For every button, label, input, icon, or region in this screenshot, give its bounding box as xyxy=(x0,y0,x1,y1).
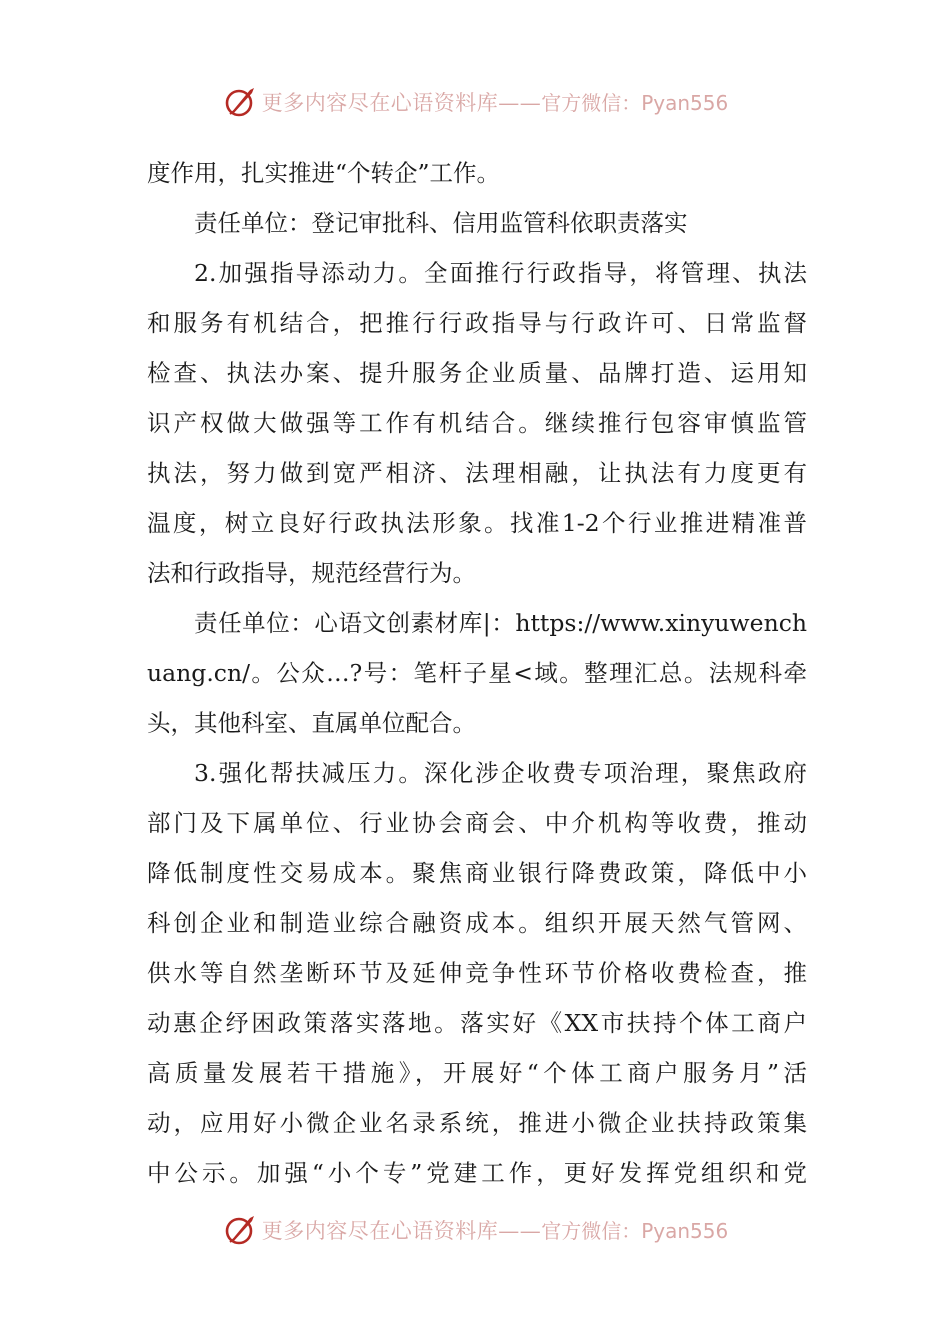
quill-logo-icon xyxy=(222,1212,258,1248)
header-banner-separator: —— xyxy=(498,91,542,115)
text-line: 3.强化帮扶减压力。深化涉企收费专项治理，聚焦政府 xyxy=(194,759,807,787)
text-line: 识产权做大做强等工作有机结合。继续推行包容审慎监管 xyxy=(147,409,807,437)
text-line: 责任单位：心语文创素材库|：https://www.xinyuwench xyxy=(194,609,807,637)
text-line: 头，其他科室、直属单位配合。 xyxy=(147,709,476,737)
footer-banner-title: 更多内容尽在心语资料库 xyxy=(261,1219,499,1243)
footer-banner-wechat: 官方微信：Pyan556 xyxy=(541,1219,729,1243)
text-line: uang.cn/。公众…?号：笔杆子星<域。整理汇总。法规科牵 xyxy=(147,659,807,687)
document-body xyxy=(147,148,807,1198)
text-line: 度作用，扎实推进“个转企”工作。 xyxy=(147,159,501,187)
text-line: 科创企业和制造业综合融资成本。组织开展天然气管网、 xyxy=(147,909,807,937)
header-banner-wechat: 官方微信：Pyan556 xyxy=(541,91,729,115)
header-banner xyxy=(0,82,950,122)
text-line: 检查、执法办案、提升服务企业质量、品牌打造、运用知 xyxy=(147,359,807,387)
text-line: 动，应用好小微企业名录系统，推进小微企业扶持政策集 xyxy=(147,1109,807,1137)
text-line: 中公示。加强“小个专”党建工作，更好发挥党组织和党 xyxy=(147,1159,807,1187)
footer-banner-text xyxy=(262,1215,729,1245)
text-line: 动惠企纾困政策落实落地。落实好《XX市扶持个体工商户 xyxy=(147,1009,807,1037)
text-line: 部门及下属单位、行业协会商会、中介机构等收费，推动 xyxy=(147,809,807,837)
text-line: 2.加强指导添动力。全面推行行政指导，将管理、执法 xyxy=(194,259,807,287)
text-line: 和服务有机结合，把推行行政指导与行政许可、日常监督 xyxy=(147,309,807,337)
text-line: 责任单位：登记审批科、信用监管科依职责落实 xyxy=(194,209,688,237)
header-banner-text xyxy=(262,87,729,117)
text-line: 供水等自然垄断环节及延伸竞争性环节价格收费检查，推 xyxy=(147,959,807,987)
text-line: 执法，努力做到宽严相济、法理相融，让执法有力度更有 xyxy=(147,459,807,487)
text-line: 温度，树立良好行政执法形象。找准1-2个行业推进精准普 xyxy=(147,509,807,537)
text-line: 法和行政指导，规范经营行为。 xyxy=(147,559,476,587)
footer-banner-separator: —— xyxy=(498,1219,542,1243)
header-banner-title: 更多内容尽在心语资料库 xyxy=(261,91,499,115)
quill-logo-icon xyxy=(222,84,258,120)
text-line: 高质量发展若干措施》，开展好“个体工商户服务月”活 xyxy=(147,1059,807,1087)
footer-banner xyxy=(0,1210,950,1250)
text-line: 降低制度性交易成本。聚焦商业银行降费政策，降低中小 xyxy=(147,859,807,887)
